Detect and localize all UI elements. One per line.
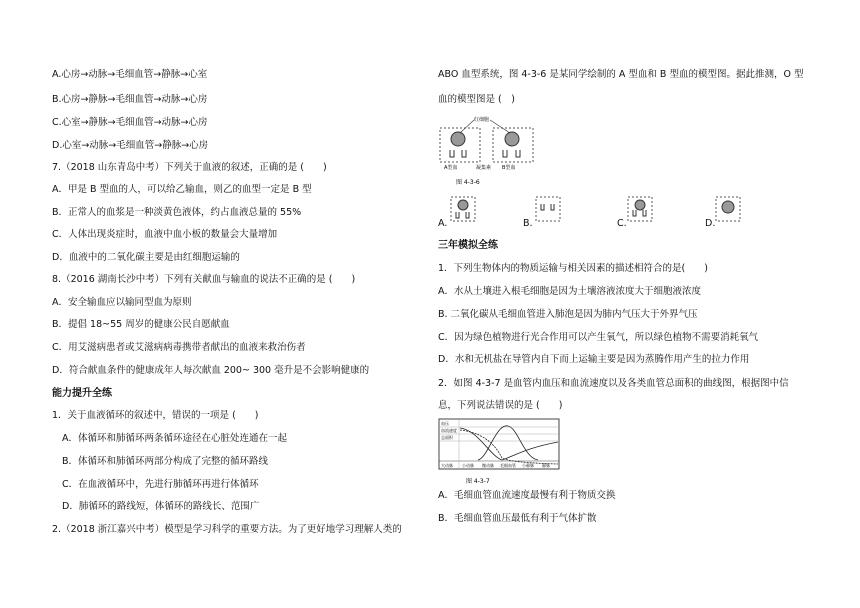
choice-a-diagram <box>450 196 476 222</box>
figure-caption-437: 图 4-3-7 <box>466 478 490 485</box>
label-type-b: B型血 <box>502 165 516 171</box>
choice-c-label: C. <box>617 218 627 229</box>
q7-stem: 7.（2018 山东青岛中考）下列关于血液的叙述，正确的是 ( ) <box>52 162 327 173</box>
legend-total-area: 总面积 <box>441 435 453 440</box>
a1-option-d: D．肺循环的路线短，体循环的路线长、范围广 <box>62 501 260 512</box>
xlabel-vein: 静脉 <box>542 463 550 468</box>
q8-option-a: A．安全输血应以输同型血为原则 <box>52 297 192 308</box>
legend-blood-pressure: 血压 <box>441 421 449 426</box>
figure-4-3-7 <box>438 418 560 488</box>
t1-option-c: C．因为绿色植物进行光合作用可以产生氧气，所以绿色植物不需要消耗氧气 <box>438 332 759 343</box>
q6-option-b: B.心房→静脉→毛细血管→动脉→心房 <box>52 94 208 105</box>
xlabel-venule: 小静脉 <box>522 463 534 468</box>
a2-continuation-line-1: ABO 血型系统，图 4-3-6 是某同学绘制的 A 型血和 B 型血的模型图。据此推测，O 型 <box>438 69 804 80</box>
blood-vessel-curve-chart <box>438 418 560 488</box>
choice-d[interactable] <box>705 196 785 230</box>
xlabel-arteriole: 微动脉 <box>482 463 494 468</box>
q7-option-a: A．甲是 B 型血的人，可以给乙输血，则乙的血型一定是 B 型 <box>52 184 312 195</box>
q8-option-d: D．符合献血条件的健康成年人每次献血 200~ 300 毫升是不会影响健康的 <box>52 365 370 376</box>
t2-stem-line-2: 息，下列说法错误的是 ( ) <box>438 400 563 411</box>
legend-flow-speed: 血流速度 <box>441 428 457 433</box>
xlabel-small-artery: 小动脉 <box>462 463 474 468</box>
xlabel-capillary: 毛细血管 <box>500 463 516 468</box>
a2-stem: 2.（2018 浙江嘉兴中考）模型是学习科学的重要方法。为了更好地学习理解人类的 <box>52 524 402 535</box>
choice-a-label: A. <box>438 218 448 229</box>
t2-stem-line-1: 2．如图 4-3-7 是血管内血压和血流速度以及各类血管总面积的曲线图，根据图中信 <box>438 378 789 389</box>
section-heading-ability: 能力提升全练 <box>52 388 112 399</box>
section-heading-three-year: 三年模拟全练 <box>438 240 498 251</box>
a2-continuation-line-2: 血的模型图是 ( ) <box>438 94 515 105</box>
t1-stem: 1．下列生物体内的物质运输与相关因素的描述相符合的是( ) <box>438 263 708 274</box>
q7-option-c: C．人体出现炎症时，血液中血小板的数量会大量增加 <box>52 229 278 240</box>
label-agglutinin: 凝集素 <box>476 165 492 171</box>
q7-option-d: D．血液中的二氧化碳主要是由红细胞运输的 <box>52 252 240 263</box>
xlabel-aorta: 大动脉 <box>441 463 453 468</box>
choice-c[interactable] <box>617 196 697 230</box>
a1-option-c: C．在血液循环中，先进行肺循环再进行体循环 <box>62 479 259 490</box>
t2-option-b: B．毛细血管血压最低有利于气体扩散 <box>438 513 597 524</box>
q6-option-a: A.心房→动脉→毛细血管→静脉→心室 <box>52 69 208 80</box>
a1-stem: 1．关于血液循环的叙述中，错误的一项是 ( ) <box>52 410 259 421</box>
choice-b-label: B. <box>523 218 533 229</box>
label-type-a: A型血 <box>444 165 458 171</box>
choice-b[interactable] <box>523 196 603 230</box>
q6-option-d: D.心室→动脉→毛细血管→静脉→心房 <box>52 140 209 151</box>
figure-4-3-6 <box>438 114 538 190</box>
choice-c-diagram <box>627 196 653 222</box>
t2-option-a: A．毛细血管血流速度最慢有利于物质交换 <box>438 490 616 501</box>
q8-option-c: C．用艾滋病患者或艾滋病病毒携带者献出的血液来救治伤者 <box>52 342 306 353</box>
t1-option-a: A．水从土壤进入根毛细胞是因为土壤溶液浓度大于细胞液浓度 <box>438 286 701 297</box>
q8-stem: 8.（2016 湖南长沙中考）下列有关献血与输血的说法不正确的是 ( ) <box>52 274 356 285</box>
q8-option-b: B．提倡 18~55 周岁的健康公民自愿献血 <box>52 319 230 330</box>
t1-option-b: B. 二氧化碳从毛细血管进入肺泡是因为肺内气压大于外界气压 <box>438 309 698 320</box>
choice-a[interactable] <box>438 196 518 230</box>
a1-option-a: A．体循环和肺循环两条循环途径在心脏处连通在一起 <box>62 433 287 444</box>
q6-option-c: C.心室→静脉→毛细血管→动脉→心房 <box>52 117 208 128</box>
label-red-cell: 红细胞 <box>474 117 490 123</box>
figure-caption-436: 图 4-3-6 <box>456 179 480 186</box>
q7-option-b: B．正常人的血浆是一种淡黄色液体，约占血液总量的 55% <box>52 207 302 218</box>
choice-d-diagram <box>715 196 741 222</box>
blood-type-model-diagram <box>438 114 538 190</box>
t1-option-d: D．水和无机盐在导管内自下而上运输主要是因为蒸腾作用产生的拉力作用 <box>438 354 750 365</box>
a1-option-b: B．体循环和肺循环两部分构成了完整的循环路线 <box>62 456 269 467</box>
choice-b-diagram <box>535 196 561 222</box>
choice-d-label: D. <box>705 218 716 229</box>
